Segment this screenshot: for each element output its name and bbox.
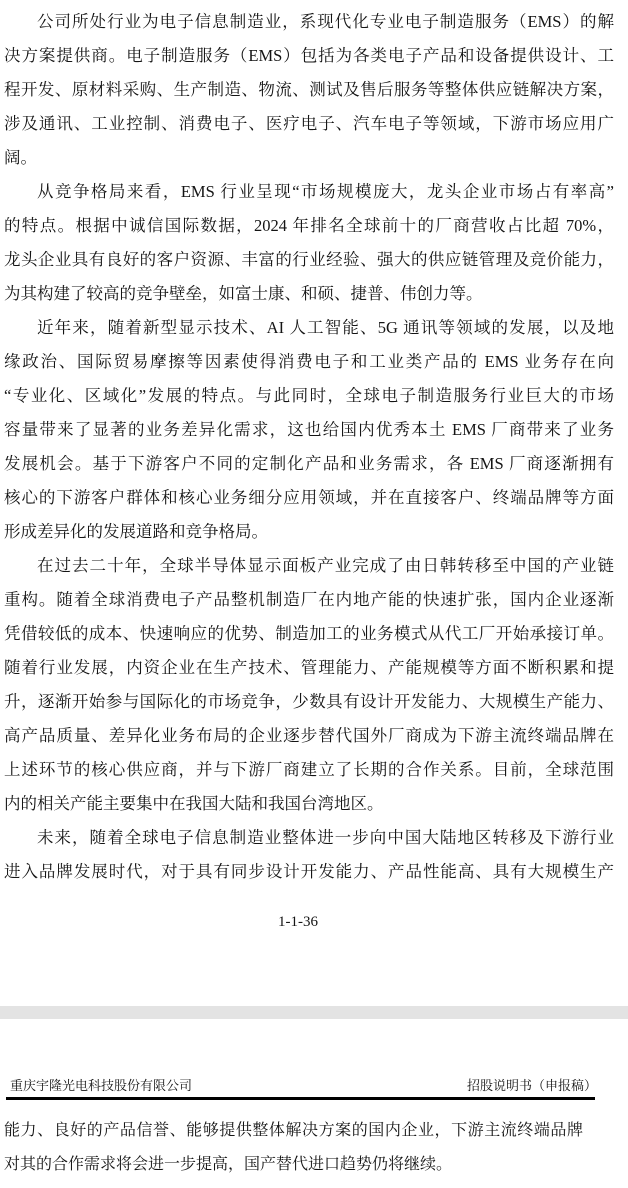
text-line: 公司所处行业为电子信息制造业，系现代化专业电子制造服务（EMS）的解 [37, 12, 614, 31]
text-line: 在过去二十年，全球半导体显示面板产业完成了由日韩转移至中国的产业链 [37, 556, 614, 575]
header-doc-title: 招股说明书（申报稿） [466, 1078, 597, 1093]
text-line: 发展机会。基于下游客户不同的定制化产品和业务需求，各 EMS 厂商逐渐拥有 [4, 454, 614, 473]
text-line: 涉及通讯、工业控制、消费电子、医疗电子、汽车电子等领域，下游市场应用广 [4, 114, 614, 133]
text-line: 容量带来了显著的业务差异化需求，这也给国内优秀本土 EMS 厂商带来了业务 [4, 420, 614, 439]
text-line: 上述环节的核心供应商，并与下游厂商建立了长期的合作关系。目前，全球范围 [4, 760, 614, 779]
text-line: 进入品牌发展时代，对于具有同步设计开发能力、产品性能高、具有大规模生产 [4, 862, 614, 881]
text-line: 核心的下游客户群体和核心业务细分应用领域，并在直接客户、终端品牌等方面 [4, 488, 614, 507]
text-line: 能力、良好的产品信誉、能够提供整体解决方案的国内企业，下游主流终端品牌 [4, 1122, 583, 1139]
page1-body-text [4, 5, 614, 889]
text-line: 高产品质量、差异化业务布局的企业逐步替代国外厂商成为下游主流终端品牌在 [4, 726, 614, 745]
text-line: 内的相关产能主要集中在我国大陆和我国台湾地区。 [4, 794, 384, 813]
page-number: 1-1-36 [278, 914, 318, 930]
text-line: 阔。 [4, 148, 37, 167]
text-line: 为其构建了较高的竞争壁垒，如富士康、和硕、捷普、伟创力等。 [4, 284, 483, 303]
text-line: 凭借较低的成本、快速响应的优势、制造加工的业务模式从代工厂开始承接订单。 [4, 624, 614, 643]
text-line: 龙头企业具有良好的客户资源、丰富的行业经验、强大的供应链管理及竞价能力， [4, 250, 614, 269]
text-line: 随着行业发展，内资企业在生产技术、管理能力、产能规模等方面不断积累和提 [4, 658, 614, 677]
text-line: “专业化、区域化”发展的特点。与此同时，全球电子制造服务行业巨大的市场 [4, 386, 614, 405]
text-line: 重构。随着全球消费电子产品整机制造厂在内地产能的快速扩张，国内企业逐渐 [4, 590, 614, 609]
page-separator [0, 1006, 628, 1019]
text-line: 升，逐渐开始参与国际化的市场竞争，少数具有设计开发能力、大规模生产能力、 [4, 692, 614, 711]
text-line: 缘政治、国际贸易摩擦等因素使得消费电子和工业类产品的 EMS 业务存在向 [4, 352, 614, 371]
header-rule [6, 1097, 595, 1100]
text-line: 从竞争格局来看，EMS 行业呈现“市场规模庞大，龙头企业市场占有率高” [37, 182, 614, 201]
text-line: 程开发、原材料采购、生产制造、物流、测试及售后服务等整体供应链解决方案， [4, 80, 614, 99]
text-line: 的特点。根据中诚信国际数据，2024 年排名全球前十的厂商营收占比超 70%， [4, 216, 614, 235]
text-line: 未来，随着全球电子信息制造业整体进一步向中国大陆地区转移及下游行业 [37, 828, 614, 847]
page-header [10, 1078, 597, 1094]
text-line: 近年来，随着新型显示技术、AI 人工智能、5G 通讯等领域的发展，以及地 [37, 318, 614, 337]
text-line: 形成差异化的发展道路和竞争格局。 [4, 522, 268, 541]
text-line: 决方案提供商。电子制造服务（EMS）包括为各类电子产品和设备提供设计、工 [4, 46, 614, 65]
text-line: 对其的合作需求将会进一步提高，国产替代进口趋势仍将继续。 [4, 1156, 453, 1173]
page2-body-text [4, 1114, 583, 1182]
header-company-name: 重庆宇隆光电科技股份有限公司 [10, 1078, 193, 1093]
